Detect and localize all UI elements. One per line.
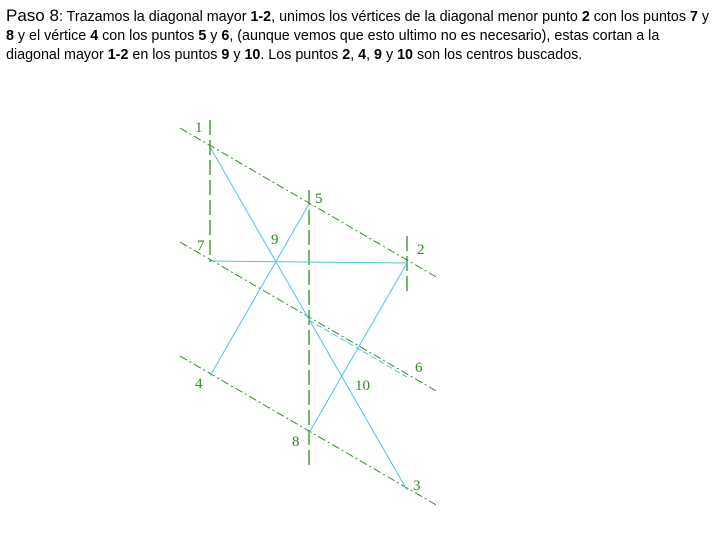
instruction-segment: 8	[6, 28, 14, 44]
point-label-4: 4	[195, 376, 203, 392]
instruction-segment: 9	[221, 47, 230, 63]
point-label-3: 3	[413, 478, 421, 494]
point-label-8: 8	[292, 434, 300, 450]
step-title: Paso 8	[6, 6, 59, 25]
point-label-2: 2	[417, 242, 425, 258]
instruction-segment: ,	[366, 47, 375, 63]
instruction-segment: con los puntos	[589, 9, 690, 25]
instruction-segment: y	[206, 28, 222, 44]
instruction-segment: con los puntos	[98, 28, 199, 44]
instruction-segment: 5	[198, 28, 207, 44]
segment-center-6	[309, 320, 407, 377]
instruction-segment: y el vértice	[13, 28, 91, 44]
instruction-segment: , unimos los vértices de la diagonal menor punto	[271, 9, 582, 25]
point-label-1: 1	[195, 120, 203, 136]
point-label-6: 6	[415, 360, 423, 376]
instruction-segment: en los puntos	[128, 47, 222, 63]
instruction-segment: 4	[358, 47, 367, 63]
instruction-segment: 1-2	[250, 9, 272, 25]
point-label-9: 9	[271, 232, 279, 248]
instruction-segment: son los centros buscados.	[413, 47, 583, 63]
instruction-segment: y	[697, 9, 710, 25]
instruction-segment: . Los puntos	[260, 47, 343, 63]
instruction-segment: y	[382, 47, 398, 63]
point-label-7: 7	[197, 238, 205, 254]
instruction-segment: 10	[397, 47, 413, 63]
instruction-segment: 7	[689, 9, 698, 25]
point-label-5: 5	[315, 191, 323, 207]
instruction-segment: 9	[374, 47, 382, 63]
instruction-segment: 1-2	[107, 47, 129, 63]
instruction-segment: 4	[90, 28, 99, 44]
instruction-segment: y	[229, 47, 245, 63]
instruction-segment: 10	[244, 47, 261, 63]
instruction-segment: 6	[221, 28, 230, 44]
instruction-segment: , (aunque vemos que esto ultimo no es necesario), estas cortan a la diagonal mayor	[6, 28, 660, 63]
point-label-10: 10	[355, 378, 370, 394]
instruction-segment: ,	[350, 47, 359, 63]
line-4-5	[210, 204, 309, 376]
instruction-segment: 2	[581, 9, 590, 25]
instruction-segment: : Trazamos la diagonal mayor	[58, 9, 251, 25]
instruction-segment: 2	[342, 47, 351, 63]
